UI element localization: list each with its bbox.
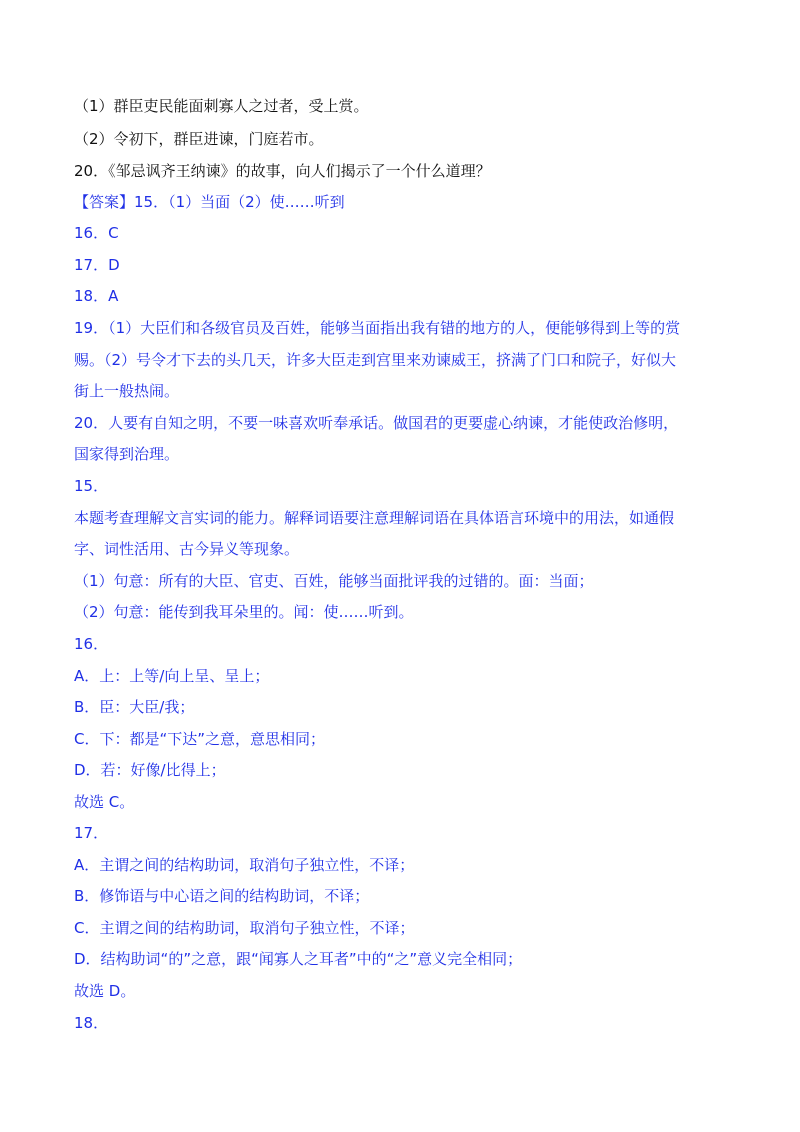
answer-line: B．修饰语与中心语之间的结构助词，不译； xyxy=(74,887,370,905)
answer-line: 18．A xyxy=(74,287,119,305)
answer-line: 街上一般热闹。 xyxy=(74,382,180,400)
answer-line: 20．人要有自知之明，不要一味喜欢听奉承话。做国君的更要虚心纳谏，才能使政治修明， xyxy=(74,414,679,432)
answer-line: A．主谓之间的结构助词，取消句子独立性，不译； xyxy=(74,856,415,874)
answer-line: 本题考查理解文言实词的能力。解释词语要注意理解词语在具体语言环境中的用法，如通假 xyxy=(74,509,675,527)
answer-line: 故选 D。 xyxy=(74,982,136,1000)
answer-line: （1）句意：所有的大臣、官吏、百姓，能够当面批评我的过错的。面：当面； xyxy=(74,572,594,590)
answer-line: 18． xyxy=(74,1014,109,1032)
question-line: 20．《邹忌讽齐王纳谏》的故事，向人们揭示了一个什么道理？ xyxy=(74,162,491,180)
answer-line: 字、词性活用、古今异义等现象。 xyxy=(74,540,300,558)
answer-line: 国家得到治理。 xyxy=(74,445,180,463)
answer-line: C．下：都是“下达”之意，意思相同； xyxy=(74,730,326,748)
answer-line: 17．D xyxy=(74,256,120,274)
answer-line: 17． xyxy=(74,824,109,842)
answer-line: 赐。（2）号令才下去的头几天，许多大臣走到宫里来劝谏威王，挤满了门口和院子，好似大 xyxy=(74,351,677,369)
answer-line: 故选 C。 xyxy=(74,793,135,811)
answer-line: D．若：好像/比得上； xyxy=(74,761,226,779)
answer-line: D．结构助词“的”之意，跟“闻寡人之耳者”中的“之”意义完全相同； xyxy=(74,950,523,968)
answer-line: C．主谓之间的结构助词，取消句子独立性，不译； xyxy=(74,919,415,937)
question-line: （2）令初下，群臣进谏，门庭若市。 xyxy=(74,130,324,148)
answer-line: 16． xyxy=(74,635,109,653)
answer-line: 16．C xyxy=(74,224,119,242)
answer-line: A．上：上等/向上呈、呈上； xyxy=(74,667,270,685)
answer-line: （2）句意：能传到我耳朵里的。闻：使……听到。 xyxy=(74,603,414,621)
answer-line: 15． xyxy=(74,477,109,495)
question-line: （1）群臣吏民能面刺寡人之过者，受上赏。 xyxy=(74,97,369,115)
answer-line: 19．（1）大臣们和各级官员及百姓，能够当面指出我有错的地方的人，便能够得到上等的赏 xyxy=(74,319,681,337)
answer-line: B．臣：大臣/我； xyxy=(74,698,195,716)
answer-header: 【答案】15．（1）当面（2）使……听到 xyxy=(74,193,345,211)
